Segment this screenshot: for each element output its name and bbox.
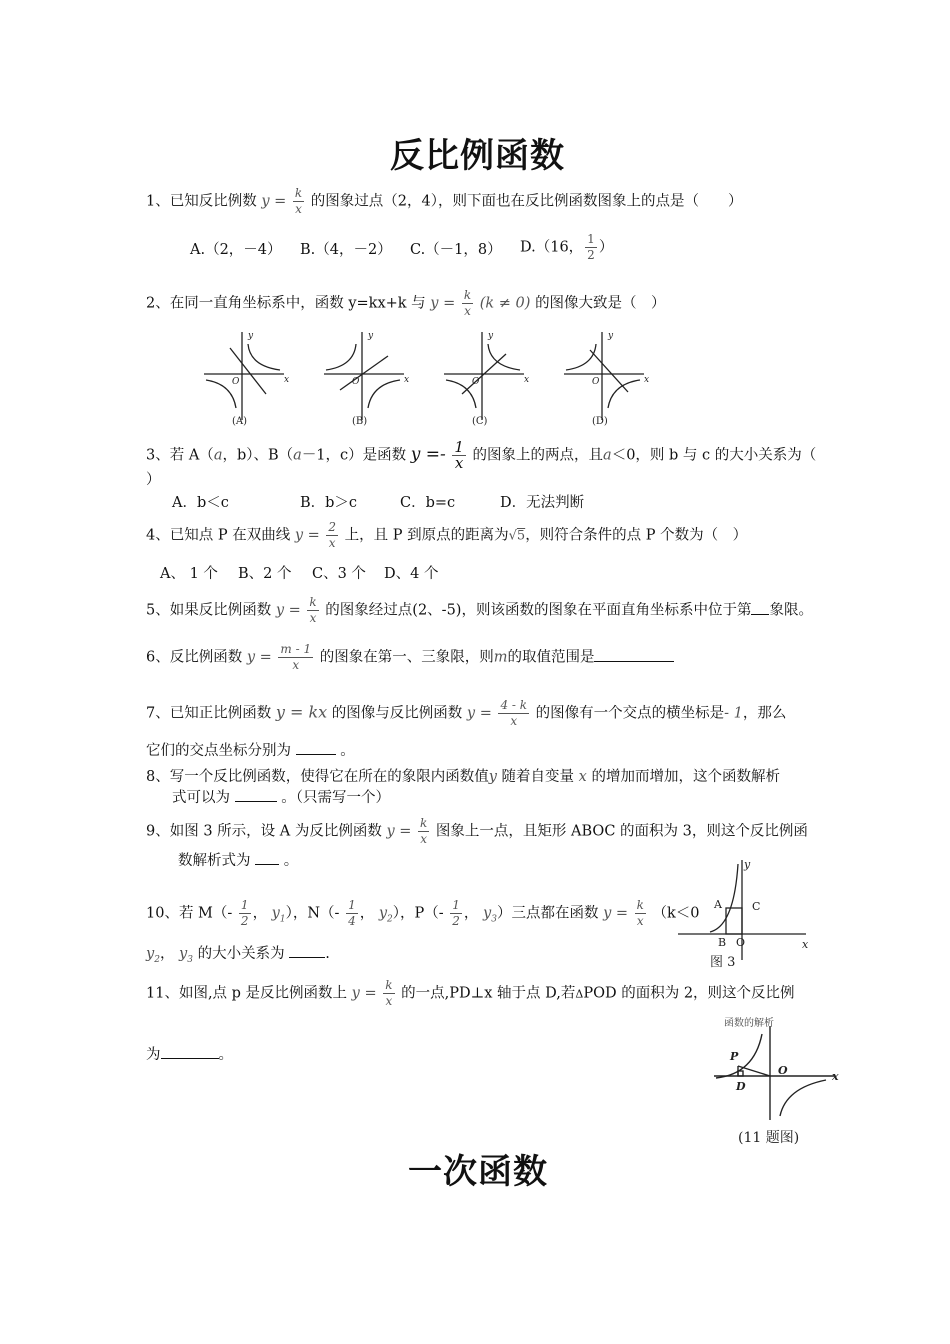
q3-option-a: A．b＜c bbox=[172, 495, 229, 511]
svg-text:O: O bbox=[736, 936, 746, 949]
svg-text:y: y bbox=[368, 331, 374, 341]
svg-text:x: x bbox=[644, 375, 650, 385]
svg-text:D: D bbox=[736, 1080, 746, 1093]
question-7: 7、已知正比例函数 y = kx 的图像与反比例函数 y = $\frac{4 - k}{x}$ 的图像有一个交点的横坐标是- 1，那么 bbox=[146, 698, 787, 728]
question-8: 8、写一个反比例函数，使得它在所在的象限内函数值y 随着自变量 x 的增加而增加，这个函数解析 bbox=[146, 769, 780, 785]
q1-option-d: D.（16， $\frac{1}{2}$ ） bbox=[520, 232, 614, 262]
graph-d bbox=[564, 332, 644, 420]
q7-line-2: 它们的交点坐标分别为 。 bbox=[146, 740, 355, 761]
q4-option-b: B、2 个 bbox=[238, 566, 292, 582]
page-title: 反比例函数 bbox=[390, 136, 565, 176]
graph-a bbox=[204, 332, 284, 420]
svg-text:C: C bbox=[752, 900, 761, 913]
svg-text:x: x bbox=[404, 375, 410, 385]
q1-text-post: 的图象过点（2，4），则下面也在反比例函数图象上的点是（ ） bbox=[310, 193, 743, 210]
q1-fraction: $\frac{k}{x}$ bbox=[294, 186, 303, 216]
q3-option-d: D．无法判断 bbox=[500, 495, 585, 511]
svg-text:x: x bbox=[284, 375, 290, 385]
q9-line-2: 数解析式为 。 bbox=[178, 850, 298, 871]
figure-3-caption: 图 3 bbox=[710, 955, 736, 970]
svg-text:x: x bbox=[832, 1070, 839, 1083]
svg-text:O: O bbox=[352, 377, 360, 387]
question-5: 5、如果反比例函数 y = $\frac{k}{x}$ 的图象经过点(2、-5)，则该函数的图象在平面直角坐标系中位于第 象限。 bbox=[146, 595, 813, 625]
q1-option-a: A.（2，－4） bbox=[190, 242, 282, 258]
svg-text:P: P bbox=[730, 1050, 739, 1063]
q10-line-2: $y_2$， $y_3$ 的大小关系为 . bbox=[146, 943, 330, 970]
q4-option-d: D、4 个 bbox=[384, 566, 439, 582]
figure-11-caption: (11 题图) bbox=[738, 1130, 800, 1146]
svg-text:O: O bbox=[778, 1064, 788, 1077]
graph-label-c: (C) bbox=[472, 416, 488, 427]
q2-fraction: $\frac{k}{x}$ bbox=[463, 288, 472, 318]
question-4: 4、已知点 P 在双曲线 y = $\frac{2}{x}$ 上，且 P 到原点的距离为√5，则符合条件的点 P 个数为（ ） bbox=[146, 520, 748, 550]
svg-text:A: A bbox=[714, 898, 722, 911]
svg-text:B: B bbox=[718, 936, 727, 949]
graph-label-a: (A) bbox=[232, 416, 248, 427]
graph-b bbox=[324, 332, 404, 420]
figure-11-cut-text: 函数的解析 bbox=[724, 1018, 774, 1029]
graph-label-b: (B) bbox=[352, 416, 368, 427]
q3-option-b: B．b＞c bbox=[300, 495, 358, 511]
q1-option-c: C.（－1，8） bbox=[410, 242, 502, 258]
question-11: 11、如图,点 p 是反比例函数上 y = $\frac{k}{x}$ 的一点,PD⊥x 轴于点 D,若ΔPOD 的面积为 2，则这个反比例 bbox=[146, 978, 795, 1008]
svg-text:x: x bbox=[524, 375, 530, 385]
svg-text:x: x bbox=[802, 938, 809, 951]
question-2: 2、在同一直角坐标系中，函数 y=kx+k 与 y = $\frac{k}{x}$ (k ≠ 0) 的图像大致是（ ） bbox=[146, 288, 666, 318]
svg-text:O: O bbox=[232, 377, 240, 387]
q1-y: y = bbox=[261, 193, 287, 210]
q4-option-a: A、 1 个 bbox=[160, 566, 218, 582]
q2-graph-options bbox=[200, 326, 660, 430]
question-10: 10、若 M（- $\frac{1}{2}$ ， $y_1$），N（- $\frac{1}{4}$ ， $y_2$），P（- $\frac{1}{2}$ ， $y_3$）三点都在函数 y = $\frac{k}{x}$ （k＜0 bbox=[146, 898, 700, 928]
svg-text:y: y bbox=[608, 331, 614, 341]
q3-closing-paren: ） bbox=[146, 472, 161, 488]
q2-text-pre: 2、在同一直角坐标系中，函数 y=kx+k 与 bbox=[146, 295, 426, 312]
q8-line-2: 式可以为 。（只需写一个） bbox=[172, 787, 390, 808]
section-title-linear-function: 一次函数 bbox=[408, 1152, 548, 1192]
q11-line-2: 为 。 bbox=[146, 1044, 233, 1065]
svg-text:y: y bbox=[488, 331, 494, 341]
svg-text:O: O bbox=[592, 377, 600, 387]
question-1 bbox=[146, 186, 743, 217]
svg-text:O: O bbox=[472, 377, 480, 387]
figure-11 bbox=[708, 1016, 848, 1146]
q2-text-post: 的图像大致是（ ） bbox=[535, 295, 666, 312]
q4-option-c: C、3 个 bbox=[312, 566, 366, 582]
q3-option-c: C．b=c bbox=[400, 495, 456, 511]
q1-option-b: B.（4，－2） bbox=[300, 242, 392, 258]
question-3: 3、若 A（a，b）、B（a－1，c）是函数 y =- $\frac{1}{x}$ 的图象上的两点，且a＜0，则 b 与 c 的大小关系为（ bbox=[146, 438, 817, 472]
svg-text:y: y bbox=[248, 331, 254, 341]
question-9: 9、如图 3 所示，设 A 为反比例函数 y = $\frac{k}{x}$ 图象上一点，且矩形 ABOC 的面积为 3，则这个反比例函 bbox=[146, 816, 808, 846]
graph-c bbox=[444, 332, 524, 420]
question-6: 6、反比例函数 y = $\frac{m - 1}{x}$ 的图象在第一、三象限，则m的取值范围是 bbox=[146, 642, 674, 673]
q1-text-pre: 1、已知反比例数 bbox=[146, 193, 257, 210]
svg-text:y: y bbox=[744, 858, 751, 871]
graph-label-d: (D) bbox=[592, 416, 608, 427]
